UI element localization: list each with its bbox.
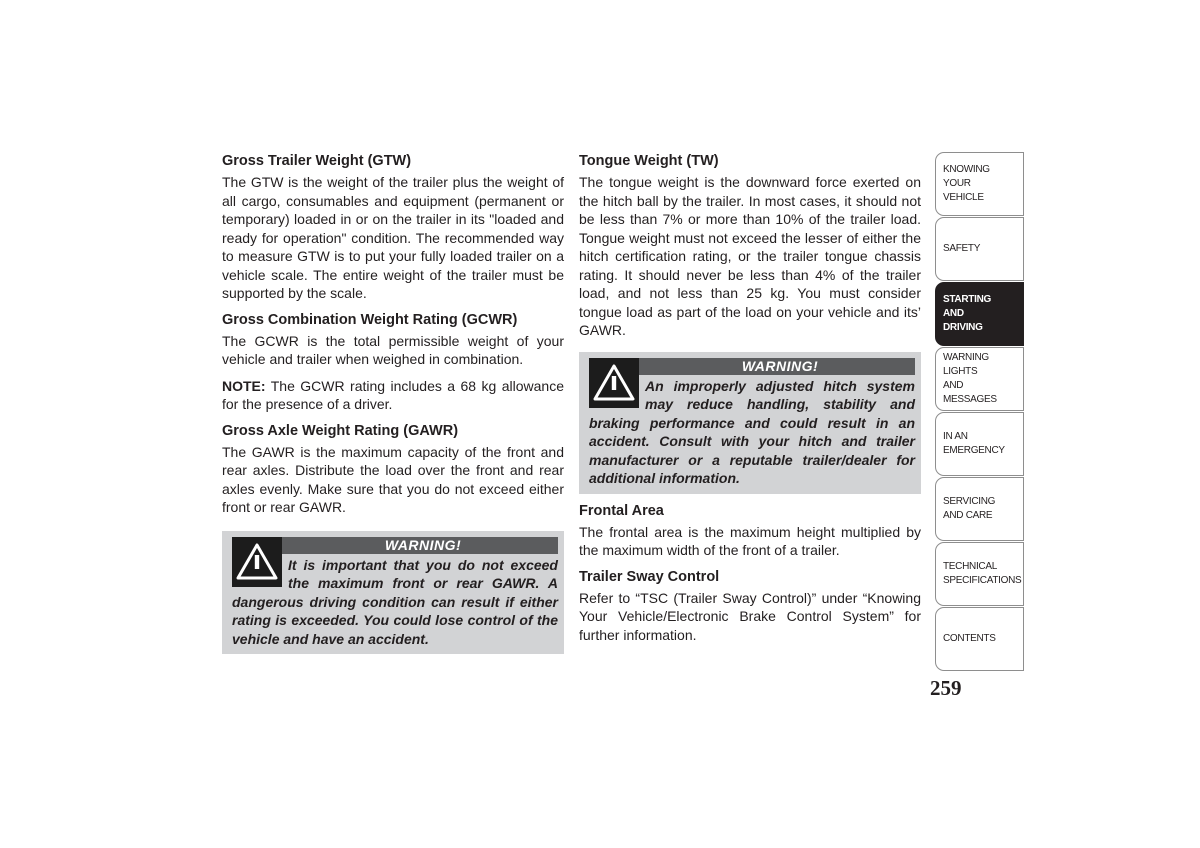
section-body-gtw: The GTW is the weight of the trailer plus the weight of all cargo, consumables and equipment (permanent or temporary) loaded in or on the trailer in its "loaded and ready for operation" condition. The recommended way to measure GTW is to put your fully loaded trailer on a vehicle scale. The entire weight of the trailer must be supported by the scale. — [222, 174, 564, 301]
warning-box-hitch — [579, 352, 921, 494]
section-body-tw: The tongue weight is the downward force exerted on the hitch ball by the trailer. In most cases, it should not be less than 7% or more than 10% of the trailer load. Tongue weight must not exceed the lesser of either the hitch certification rating, or the trailer tongue chassis rating. It should never be less than 4% of the trailer load, and not less than 25 kg. You must consider tongue load as part of the load on your vehicle and its’ GAWR. — [579, 174, 921, 338]
section-heading-frontal-area: Frontal Area — [579, 502, 664, 519]
warning-box-gawr — [222, 531, 564, 655]
section-heading-sway-control: Trailer Sway Control — [579, 568, 720, 585]
warning-text: An improperly adjusted hitch system may reduce handling, stability and braking performance and could result in an accident. Consult with your hitch and trailer manufacturer or a reputable trailer/dealer for additional information. — [589, 377, 915, 486]
tab-starting-and-driving[interactable]: STARTING AND DRIVING — [935, 282, 1024, 346]
section-body-gcwr: The GCWR is the total permissible weight of your vehicle and trailer when weighed in combination. — [222, 332, 564, 367]
tab-technical-specifications[interactable]: TECHNICAL SPECIFICATIONS — [935, 542, 1024, 606]
tab-knowing-your-vehicle[interactable]: KNOWING YOUR VEHICLE — [935, 152, 1024, 216]
tab-safety[interactable]: SAFETY — [935, 217, 1024, 281]
warning-triangle-icon — [589, 358, 639, 408]
section-heading-gawr: Gross Axle Weight Rating (GAWR) — [222, 422, 459, 439]
note-label: NOTE: — [222, 377, 266, 394]
tab-in-an-emergency[interactable]: IN AN EMERGENCY — [935, 412, 1024, 476]
section-body-gawr: The GAWR is the maximum capacity of the front and rear axles. Distribute the load over the front and rear axles evenly. Make sure that you do not exceed either front or rear GAWR. — [222, 443, 564, 515]
section-heading-tw: Tongue Weight (TW) — [579, 153, 719, 169]
warning-text: It is important that you do not exceed the maximum front or rear GAWR. A dangerous driving condition can result if either rating is exceeded. You could lose control of the vehicle and have an accident. — [232, 556, 558, 647]
section-heading-gcwr: Gross Combination Weight Rating (GCWR) — [222, 311, 518, 328]
section-body-frontal-area: The frontal area is the maximum height multiplied by the maximum width of the front of a trailer. — [579, 523, 921, 558]
warning-title: WARNING! — [589, 358, 915, 375]
tab-warning-lights-and-messages[interactable]: WARNING LIGHTS AND MESSAGES — [935, 347, 1024, 411]
warning-triangle-icon — [232, 537, 282, 587]
left-column — [222, 152, 564, 662]
right-column — [579, 152, 921, 652]
note-paragraph — [222, 377, 564, 414]
page-number: 259 — [930, 676, 962, 700]
note-text: The GCWR rating includes a 68 kg allowance for the presence of a driver. — [222, 377, 564, 412]
tab-servicing-and-care[interactable]: SERVICING AND CARE — [935, 477, 1024, 541]
tab-contents[interactable]: CONTENTS — [935, 607, 1024, 671]
warning-title: WARNING! — [232, 537, 558, 554]
section-body-sway-control: Refer to “TSC (Trailer Sway Control)” under “Knowing Your Vehicle/Electronic Brake Control System” for further information. — [579, 589, 921, 643]
chapter-tabs — [935, 152, 1024, 672]
section-heading-gtw: Gross Trailer Weight (GTW) — [222, 153, 412, 169]
